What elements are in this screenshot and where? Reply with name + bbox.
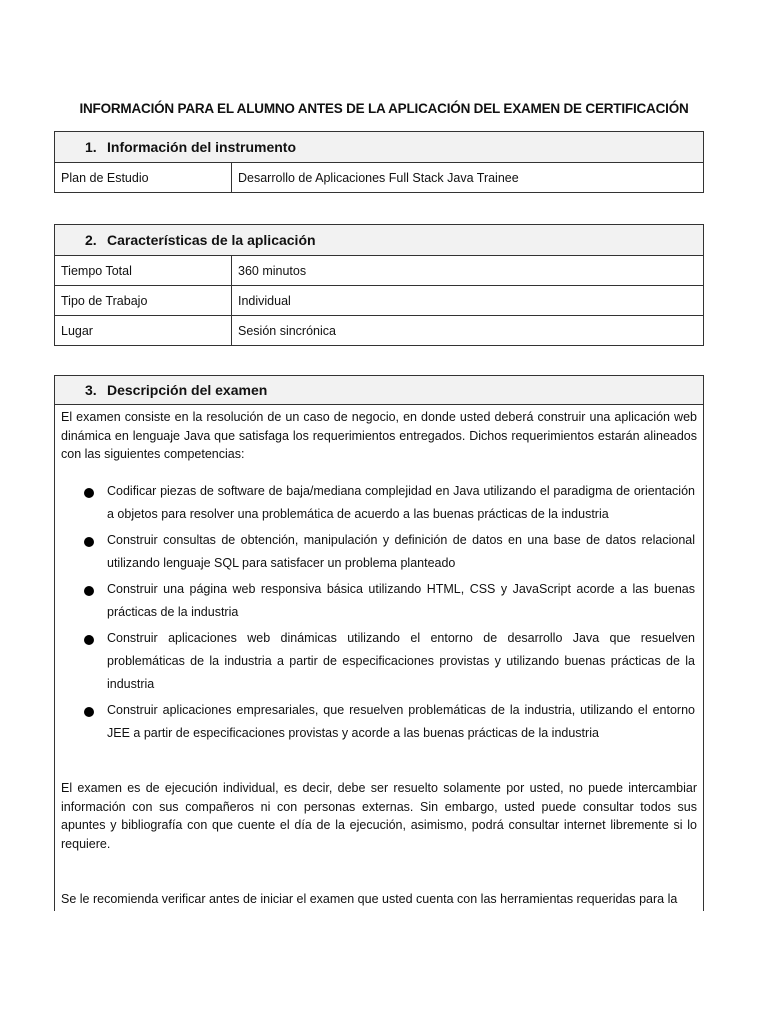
intro-paragraph: El examen consiste en la resolución de un caso de negocio, en donde usted deberá construir una aplicación web dinámica en lenguaje Java que satisfaga los requerimientos entregados. Dichos requerimientos estarán alineados con las siguientes competencias: <box>61 410 697 461</box>
section-heading-label: Descripción del examen <box>107 382 268 398</box>
document-title: INFORMACIÓN PARA EL ALUMNO ANTES DE LA APLICACIÓN DEL EXAMEN DE CERTIFICACIÓN <box>79 101 689 116</box>
bullet-icon <box>84 586 94 596</box>
table-row <box>55 163 704 193</box>
row-value: 360 minutos <box>232 256 704 286</box>
section-number: 2. <box>85 232 97 248</box>
row-value: Sesión sincrónica <box>232 316 704 346</box>
section-instrument-table <box>54 131 704 193</box>
bullet-icon <box>84 707 94 717</box>
list-item-text: Codificar piezas de software de baja/mediana complejidad en Java utilizando el paradigma de orientación a objetos para resolver una problemática de acuerdo a las buenas prácticas de la industria <box>107 484 695 521</box>
list-item-text: Construir consultas de obtención, manipulación y definición de datos en una base de datos relacional utilizando lenguaje SQL para satisfacer un problema planteado <box>107 533 695 570</box>
list-item <box>81 480 695 526</box>
row-value: Individual <box>232 286 704 316</box>
list-item-text: Construir aplicaciones empresariales, que resuelven problemáticas de la industria, utilizando el entorno JEE a partir de especificaciones provistas y acorde a las buenas prácticas de la industria <box>107 703 695 740</box>
row-label: Plan de Estudio <box>55 163 232 193</box>
list-item-text: Construir una página web responsiva básica utilizando HTML, CSS y JavaScript acorde a las buenas prácticas de la industria <box>107 582 695 619</box>
list-item <box>81 529 695 575</box>
table-row <box>55 286 704 316</box>
row-label: Lugar <box>55 316 232 346</box>
list-item-text: Construir aplicaciones web dinámicas utilizando el entorno de desarrollo Java que resuelven problemáticas de la industria a partir de especificaciones provistas y utilizando buenas prácticas de la industria <box>107 631 695 691</box>
bullet-icon <box>84 635 94 645</box>
section-instrument-heading <box>55 132 704 163</box>
section-number: 3. <box>85 382 97 398</box>
list-item <box>81 699 695 745</box>
section-application-heading <box>55 225 704 256</box>
individual-execution-paragraph: El examen es de ejecución individual, es decir, debe ser resuelto solamente por usted, no puede intercambiar información con sus compañeros ni con personas externas. Sin embargo, usted puede consultar todos sus apuntes y bibliografía con que cuente el día de la ejecución, asimismo, podrá consultar internet libremente si lo requiere. <box>61 781 697 851</box>
recommendation-paragraph: Se le recomienda verificar antes de iniciar el examen que usted cuenta con las herramientas requeridas para la <box>61 892 678 906</box>
row-value: Desarrollo de Aplicaciones Full Stack Java Trainee <box>232 163 704 193</box>
bullet-icon <box>84 488 94 498</box>
section-number: 1. <box>85 139 97 155</box>
row-label: Tipo de Trabajo <box>55 286 232 316</box>
section-application-table <box>54 224 704 346</box>
section-description-box <box>54 375 704 911</box>
bullet-icon <box>84 537 94 547</box>
competencies-list <box>81 480 695 748</box>
table-row <box>55 256 704 286</box>
table-row <box>55 316 704 346</box>
list-item <box>81 627 695 696</box>
section-description-heading <box>55 376 703 405</box>
row-label: Tiempo Total <box>55 256 232 286</box>
section-heading-label: Características de la aplicación <box>107 232 316 248</box>
list-item <box>81 578 695 624</box>
section-heading-label: Información del instrumento <box>107 139 297 155</box>
